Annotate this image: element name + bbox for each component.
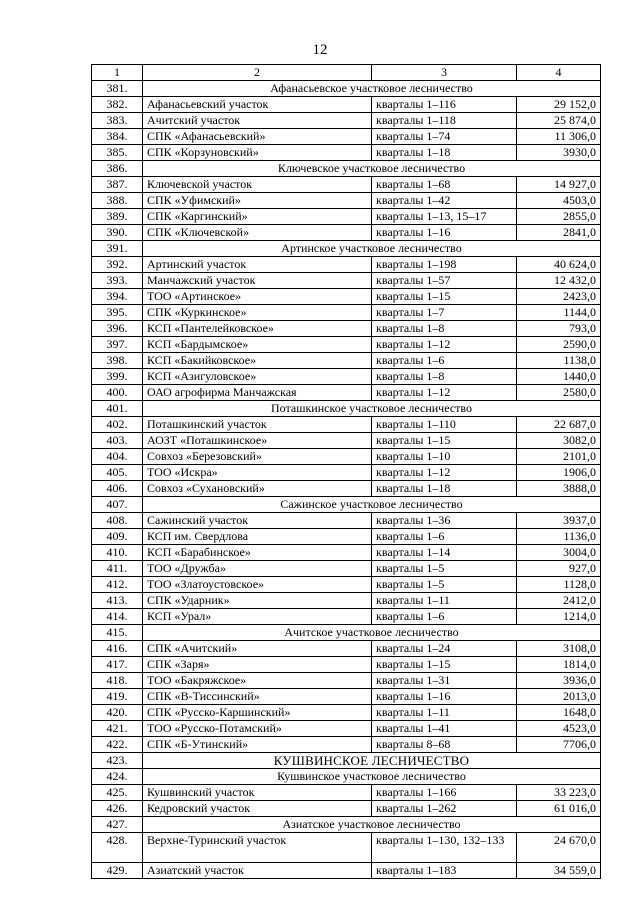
plot-name: ТОО «Искра» bbox=[143, 465, 372, 481]
row-number: 409. bbox=[92, 529, 143, 545]
area-value: 24 670,0 bbox=[517, 833, 601, 863]
area-value: 4503,0 bbox=[517, 193, 601, 209]
plot-name: Артинский участок bbox=[143, 257, 372, 273]
plot-name: ТОО «Бакряжское» bbox=[143, 673, 372, 689]
quarters-range: кварталы 1–18 bbox=[372, 145, 517, 161]
section-title: Поташкинское участковое лесничество bbox=[143, 401, 601, 417]
area-value: 3888,0 bbox=[517, 481, 601, 497]
table-row bbox=[92, 545, 601, 561]
quarters-range: кварталы 1–7 bbox=[372, 305, 517, 321]
plot-name: Азиатский участок bbox=[143, 863, 372, 879]
area-value: 3936,0 bbox=[517, 673, 601, 689]
table-row bbox=[92, 417, 601, 433]
row-number: 424. bbox=[92, 769, 143, 785]
quarters-range: кварталы 1–41 bbox=[372, 721, 517, 737]
table-row bbox=[92, 433, 601, 449]
section-row bbox=[92, 769, 601, 785]
section-row bbox=[92, 161, 601, 177]
row-number: 417. bbox=[92, 657, 143, 673]
plot-name: Совхоз «Березовский» bbox=[143, 449, 372, 465]
row-number: 411. bbox=[92, 561, 143, 577]
quarters-range: кварталы 1–15 bbox=[372, 433, 517, 449]
area-value: 3082,0 bbox=[517, 433, 601, 449]
quarters-range: кварталы 1–166 bbox=[372, 785, 517, 801]
table-row bbox=[92, 657, 601, 673]
table-row bbox=[92, 593, 601, 609]
table-row bbox=[92, 337, 601, 353]
quarters-range: кварталы 1–16 bbox=[372, 225, 517, 241]
plot-name: СПК «Корзуновский» bbox=[143, 145, 372, 161]
row-number: 415. bbox=[92, 625, 143, 641]
table-row bbox=[92, 209, 601, 225]
area-value: 1440,0 bbox=[517, 369, 601, 385]
quarters-range: кварталы 1–12 bbox=[372, 337, 517, 353]
page-number: 12 bbox=[312, 42, 328, 58]
area-value: 4523,0 bbox=[517, 721, 601, 737]
plot-name: ТОО «Златоустовское» bbox=[143, 577, 372, 593]
plot-name: Поташкинский участок bbox=[143, 417, 372, 433]
section-title: Азиатское участковое лесничество bbox=[143, 817, 601, 833]
plot-name: СПК «Заря» bbox=[143, 657, 372, 673]
table-row bbox=[92, 353, 601, 369]
table-row bbox=[92, 289, 601, 305]
forestry-title: КУШВИНСКОЕ ЛЕСНИЧЕСТВО bbox=[143, 753, 601, 769]
area-value: 2423,0 bbox=[517, 289, 601, 305]
area-value: 1906,0 bbox=[517, 465, 601, 481]
table-row bbox=[92, 305, 601, 321]
area-value: 3108,0 bbox=[517, 641, 601, 657]
quarters-range: кварталы 1–14 bbox=[372, 545, 517, 561]
area-value: 3937,0 bbox=[517, 513, 601, 529]
row-number: 410. bbox=[92, 545, 143, 561]
plot-name: ТОО «Русско-Потамский» bbox=[143, 721, 372, 737]
row-number: 396. bbox=[92, 321, 143, 337]
area-value: 2412,0 bbox=[517, 593, 601, 609]
table-body bbox=[92, 65, 601, 879]
area-value: 33 223,0 bbox=[517, 785, 601, 801]
area-value: 25 874,0 bbox=[517, 113, 601, 129]
table-row bbox=[92, 705, 601, 721]
forestry-row bbox=[92, 753, 601, 769]
quarters-range: кварталы 1–15 bbox=[372, 657, 517, 673]
row-number: 390. bbox=[92, 225, 143, 241]
table-row bbox=[92, 385, 601, 401]
plot-name: КСП «Бардымское» bbox=[143, 337, 372, 353]
row-number: 428. bbox=[92, 833, 143, 863]
table-row bbox=[92, 737, 601, 753]
table-row bbox=[92, 449, 601, 465]
row-number: 412. bbox=[92, 577, 143, 593]
table-row bbox=[92, 113, 601, 129]
table-row bbox=[92, 785, 601, 801]
area-value: 2013,0 bbox=[517, 689, 601, 705]
row-number: 423. bbox=[92, 753, 143, 769]
area-value: 7706,0 bbox=[517, 737, 601, 753]
quarters-range: кварталы 1–13, 15–17 bbox=[372, 209, 517, 225]
row-number: 413. bbox=[92, 593, 143, 609]
row-number: 405. bbox=[92, 465, 143, 481]
section-title: Ачитское участковое лесничество bbox=[143, 625, 601, 641]
quarters-range: кварталы 1–15 bbox=[372, 289, 517, 305]
area-value: 1138,0 bbox=[517, 353, 601, 369]
area-value: 2101,0 bbox=[517, 449, 601, 465]
area-value: 40 624,0 bbox=[517, 257, 601, 273]
plot-name: КСП «Азигуловское» bbox=[143, 369, 372, 385]
plot-name: СПК «Ачитский» bbox=[143, 641, 372, 657]
table-row bbox=[92, 833, 601, 863]
quarters-range: кварталы 8–68 bbox=[372, 737, 517, 753]
section-title: Сажинское участковое лесничество bbox=[143, 497, 601, 513]
row-number: 383. bbox=[92, 113, 143, 129]
section-title: Артинское участковое лесничество bbox=[143, 241, 601, 257]
row-number: 381. bbox=[92, 81, 143, 97]
table-row bbox=[92, 225, 601, 241]
column-header-1: 1 bbox=[92, 65, 143, 81]
area-value: 12 432,0 bbox=[517, 273, 601, 289]
quarters-range: кварталы 1–11 bbox=[372, 593, 517, 609]
row-number: 419. bbox=[92, 689, 143, 705]
plot-name: Ачитский участок bbox=[143, 113, 372, 129]
plot-name: ТОО «Дружба» bbox=[143, 561, 372, 577]
section-row bbox=[92, 625, 601, 641]
table-row bbox=[92, 641, 601, 657]
plot-name: КСП им. Свердлова bbox=[143, 529, 372, 545]
quarters-range: кварталы 1–31 bbox=[372, 673, 517, 689]
section-row bbox=[92, 81, 601, 97]
area-value: 22 687,0 bbox=[517, 417, 601, 433]
area-value: 1648,0 bbox=[517, 705, 601, 721]
quarters-range: кварталы 1–198 bbox=[372, 257, 517, 273]
quarters-range: кварталы 1–6 bbox=[372, 609, 517, 625]
row-number: 384. bbox=[92, 129, 143, 145]
area-value: 29 152,0 bbox=[517, 97, 601, 113]
quarters-range: кварталы 1–8 bbox=[372, 321, 517, 337]
plot-name: КСП «Барабинское» bbox=[143, 545, 372, 561]
plot-name: КСП «Урал» bbox=[143, 609, 372, 625]
table-row bbox=[92, 145, 601, 161]
row-number: 388. bbox=[92, 193, 143, 209]
row-number: 386. bbox=[92, 161, 143, 177]
row-number: 400. bbox=[92, 385, 143, 401]
section-title: Кушвинское участковое лесничество bbox=[143, 769, 601, 785]
area-value: 2841,0 bbox=[517, 225, 601, 241]
plot-name: СПК «Б-Утинский» bbox=[143, 737, 372, 753]
plot-name: ТОО «Артинское» bbox=[143, 289, 372, 305]
quarters-range: кварталы 1–12 bbox=[372, 385, 517, 401]
row-number: 392. bbox=[92, 257, 143, 273]
area-value: 2855,0 bbox=[517, 209, 601, 225]
area-value: 2580,0 bbox=[517, 385, 601, 401]
plot-name: СПК «Каргинский» bbox=[143, 209, 372, 225]
area-value: 61 016,0 bbox=[517, 801, 601, 817]
quarters-range: кварталы 1–6 bbox=[372, 353, 517, 369]
table-row bbox=[92, 193, 601, 209]
table-header-row bbox=[92, 65, 601, 81]
plot-name: СПК «Куркинское» bbox=[143, 305, 372, 321]
quarters-range: кварталы 1–57 bbox=[372, 273, 517, 289]
area-value: 1814,0 bbox=[517, 657, 601, 673]
table-row bbox=[92, 721, 601, 737]
row-number: 426. bbox=[92, 801, 143, 817]
plot-name: Верхне-Туринский участок bbox=[143, 833, 372, 863]
plot-name: Сажинский участок bbox=[143, 513, 372, 529]
row-number: 407. bbox=[92, 497, 143, 513]
table-row bbox=[92, 609, 601, 625]
plot-name: КСП «Бакийковское» bbox=[143, 353, 372, 369]
quarters-range: кварталы 1–24 bbox=[372, 641, 517, 657]
table-row bbox=[92, 273, 601, 289]
table-row bbox=[92, 801, 601, 817]
column-header-4: 4 bbox=[517, 65, 601, 81]
quarters-range: кварталы 1–130, 132–133 bbox=[372, 833, 517, 863]
quarters-range: кварталы 1–8 bbox=[372, 369, 517, 385]
row-number: 382. bbox=[92, 97, 143, 113]
row-number: 385. bbox=[92, 145, 143, 161]
plot-name: СПК «Уфимский» bbox=[143, 193, 372, 209]
plot-name: Манчажский участок bbox=[143, 273, 372, 289]
table-row bbox=[92, 465, 601, 481]
row-number: 403. bbox=[92, 433, 143, 449]
table-row bbox=[92, 257, 601, 273]
row-number: 394. bbox=[92, 289, 143, 305]
area-value: 927,0 bbox=[517, 561, 601, 577]
quarters-range: кварталы 1–6 bbox=[372, 529, 517, 545]
table-row bbox=[92, 369, 601, 385]
row-number: 418. bbox=[92, 673, 143, 689]
table-row bbox=[92, 529, 601, 545]
plot-name: КСП «Пантелейковское» bbox=[143, 321, 372, 337]
plot-name: СПК «Русско-Каршинский» bbox=[143, 705, 372, 721]
row-number: 402. bbox=[92, 417, 143, 433]
row-number: 414. bbox=[92, 609, 143, 625]
row-number: 395. bbox=[92, 305, 143, 321]
table-row bbox=[92, 129, 601, 145]
plot-name: Совхоз «Сухановский» bbox=[143, 481, 372, 497]
row-number: 420. bbox=[92, 705, 143, 721]
area-value: 2590,0 bbox=[517, 337, 601, 353]
area-value: 11 306,0 bbox=[517, 129, 601, 145]
quarters-range: кварталы 1–262 bbox=[372, 801, 517, 817]
row-number: 398. bbox=[92, 353, 143, 369]
column-header-2: 2 bbox=[143, 65, 372, 81]
forestry-table bbox=[91, 64, 601, 879]
quarters-range: кварталы 1–16 bbox=[372, 689, 517, 705]
quarters-range: кварталы 1–5 bbox=[372, 577, 517, 593]
row-number: 401. bbox=[92, 401, 143, 417]
table-row bbox=[92, 673, 601, 689]
plot-name: СПК «Ударник» bbox=[143, 593, 372, 609]
table-row bbox=[92, 863, 601, 879]
table-row bbox=[92, 577, 601, 593]
quarters-range: кварталы 1–12 bbox=[372, 465, 517, 481]
row-number: 427. bbox=[92, 817, 143, 833]
quarters-range: кварталы 1–5 bbox=[372, 561, 517, 577]
row-number: 397. bbox=[92, 337, 143, 353]
plot-name: СПК «В-Тиссинский» bbox=[143, 689, 372, 705]
area-value: 3004,0 bbox=[517, 545, 601, 561]
row-number: 422. bbox=[92, 737, 143, 753]
quarters-range: кварталы 1–116 bbox=[372, 97, 517, 113]
row-number: 404. bbox=[92, 449, 143, 465]
area-value: 34 559,0 bbox=[517, 863, 601, 879]
row-number: 389. bbox=[92, 209, 143, 225]
row-number: 393. bbox=[92, 273, 143, 289]
row-number: 387. bbox=[92, 177, 143, 193]
quarters-range: кварталы 1–74 bbox=[372, 129, 517, 145]
plot-name: Ключевской участок bbox=[143, 177, 372, 193]
area-value: 1128,0 bbox=[517, 577, 601, 593]
quarters-range: кварталы 1–183 bbox=[372, 863, 517, 879]
area-value: 14 927,0 bbox=[517, 177, 601, 193]
quarters-range: кварталы 1–68 bbox=[372, 177, 517, 193]
row-number: 421. bbox=[92, 721, 143, 737]
table-row bbox=[92, 689, 601, 705]
area-value: 1144,0 bbox=[517, 305, 601, 321]
plot-name: Кушвинский участок bbox=[143, 785, 372, 801]
area-value: 1136,0 bbox=[517, 529, 601, 545]
table-row bbox=[92, 481, 601, 497]
row-number: 408. bbox=[92, 513, 143, 529]
row-number: 406. bbox=[92, 481, 143, 497]
table-row bbox=[92, 97, 601, 113]
row-number: 429. bbox=[92, 863, 143, 879]
quarters-range: кварталы 1–110 bbox=[372, 417, 517, 433]
column-header-3: 3 bbox=[372, 65, 517, 81]
plot-name: СПК «Афанасьевский» bbox=[143, 129, 372, 145]
quarters-range: кварталы 1–118 bbox=[372, 113, 517, 129]
area-value: 793,0 bbox=[517, 321, 601, 337]
quarters-range: кварталы 1–36 bbox=[372, 513, 517, 529]
section-title: Афанасьевское участковое лесничество bbox=[143, 81, 601, 97]
quarters-range: кварталы 1–11 bbox=[372, 705, 517, 721]
section-row bbox=[92, 241, 601, 257]
table-row bbox=[92, 321, 601, 337]
table-row bbox=[92, 561, 601, 577]
row-number: 399. bbox=[92, 369, 143, 385]
section-row bbox=[92, 817, 601, 833]
row-number: 425. bbox=[92, 785, 143, 801]
section-row bbox=[92, 401, 601, 417]
plot-name: ОАО агрофирма Манчажская bbox=[143, 385, 372, 401]
table-row bbox=[92, 177, 601, 193]
row-number: 391. bbox=[92, 241, 143, 257]
plot-name: Кедровский участок bbox=[143, 801, 372, 817]
row-number: 416. bbox=[92, 641, 143, 657]
plot-name: АОЗТ «Поташкинское» bbox=[143, 433, 372, 449]
section-title: Ключевское участковое лесничество bbox=[143, 161, 601, 177]
area-value: 1214,0 bbox=[517, 609, 601, 625]
table-row bbox=[92, 513, 601, 529]
plot-name: Афанасьевский участок bbox=[143, 97, 372, 113]
quarters-range: кварталы 1–42 bbox=[372, 193, 517, 209]
section-row bbox=[92, 497, 601, 513]
area-value: 3930,0 bbox=[517, 145, 601, 161]
plot-name: СПК «Ключевской» bbox=[143, 225, 372, 241]
quarters-range: кварталы 1–10 bbox=[372, 449, 517, 465]
quarters-range: кварталы 1–18 bbox=[372, 481, 517, 497]
